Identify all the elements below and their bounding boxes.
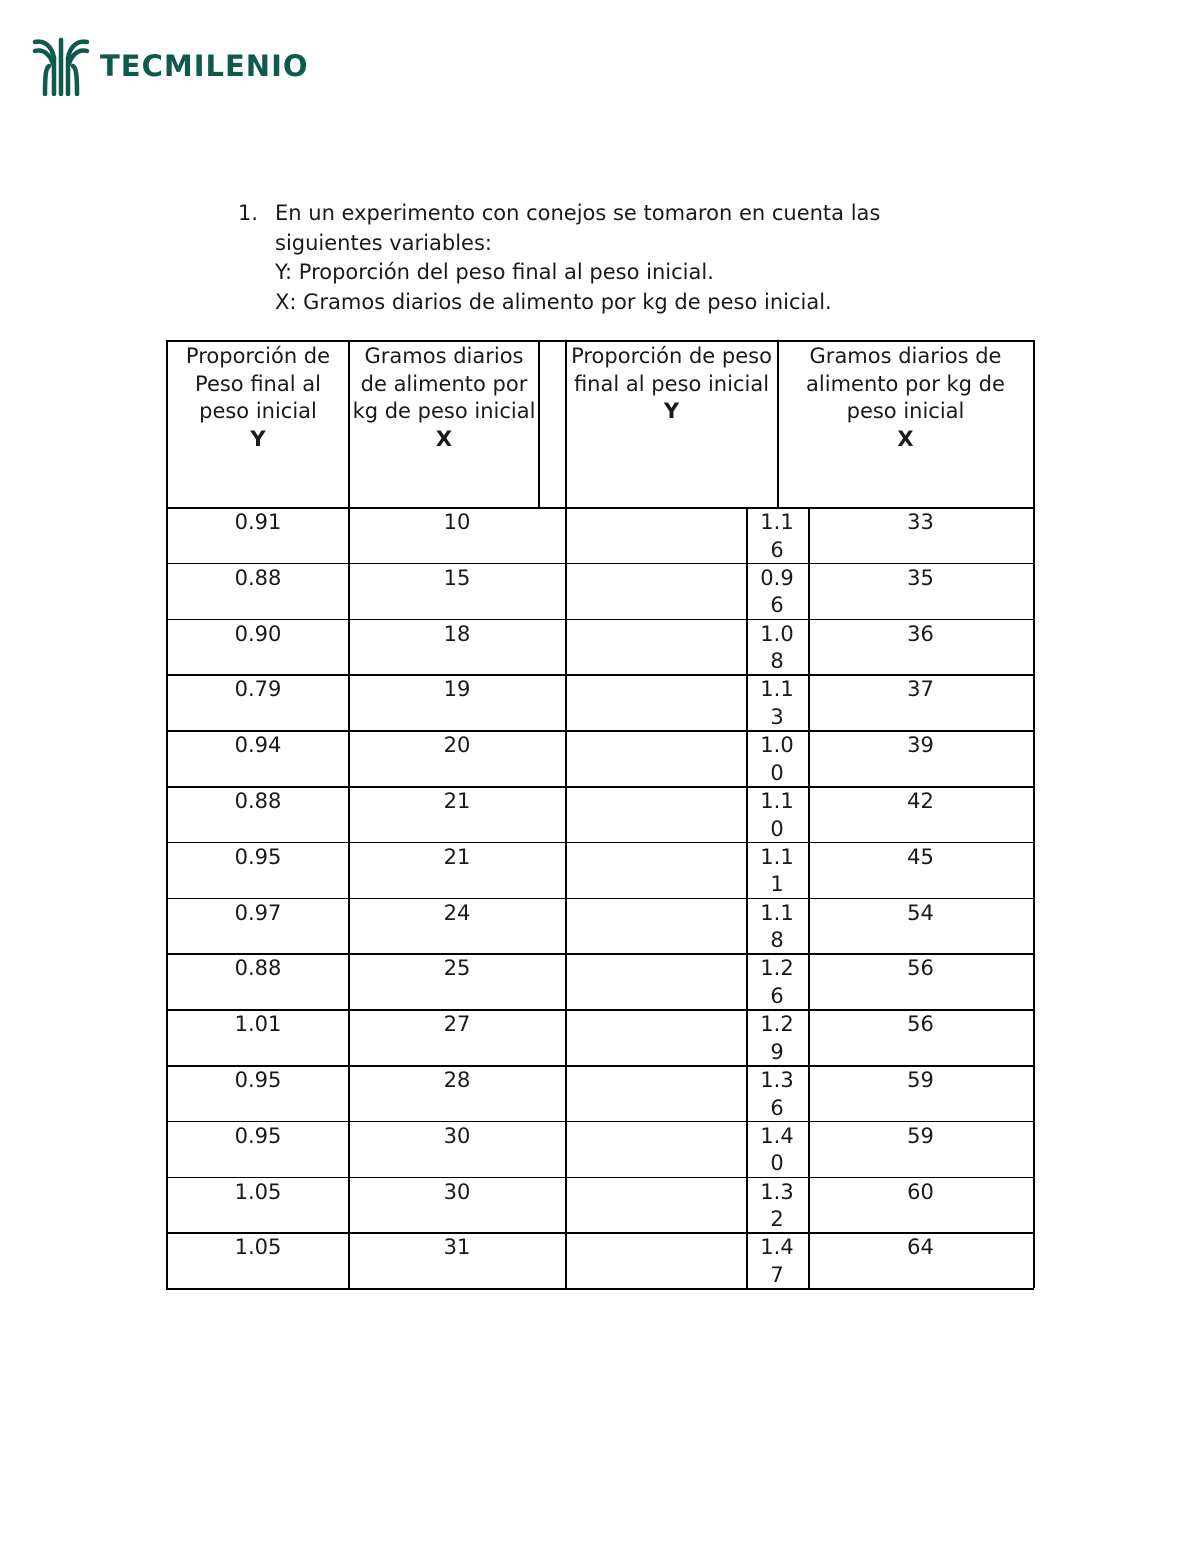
header-column-line-3 (777, 340, 779, 507)
table-cell: 31 (443, 1235, 471, 1260)
table-cell: 1.05 (234, 1179, 282, 1204)
tecmilenio-logo-icon (32, 36, 90, 96)
table-cell: 60 (907, 1179, 934, 1204)
problem-statement (238, 199, 1038, 317)
table-cell: 0.88 (234, 789, 282, 813)
table-cell: 0.94 (234, 733, 282, 758)
table-cell: 0.97 (234, 900, 282, 925)
table-cell: 1.05 (234, 1235, 282, 1260)
table-cell: 0.79 (234, 677, 282, 702)
table-cell: 1.08 (760, 621, 794, 674)
table-cell: 1.11 (760, 844, 794, 897)
table-border-bottom (166, 1288, 1034, 1290)
table-cell: 59 (907, 1123, 934, 1148)
table-border-top (166, 340, 1033, 342)
column-header-variable: Y (663, 399, 680, 423)
table-cell: 1.29 (760, 1012, 794, 1064)
column-header-label: Gramos diarios de alimento por kg de peso inicial (352, 344, 536, 423)
table-cell: 33 (907, 510, 934, 534)
column-header-label: Proporción de Peso final al peso inicial (185, 344, 331, 423)
table-border-right (1033, 340, 1035, 1288)
table-cell: 1.40 (760, 1123, 794, 1176)
table-cell: 1.16 (760, 510, 794, 562)
brand-logo (32, 36, 309, 96)
intro-line-1: En un experimento con conejos se tomaron en cuenta las (275, 201, 881, 225)
table-cell: 0.95 (234, 1068, 282, 1092)
column-header-variable: Y (250, 426, 266, 451)
table-cell: 0.88 (234, 956, 282, 981)
brand-name: TECMILENIO (100, 49, 309, 83)
table-cell: 36 (907, 621, 934, 646)
table-cell: 59 (907, 1068, 934, 1092)
header-column-line-0 (348, 340, 350, 507)
table-cell: 56 (907, 956, 934, 981)
table-cell: 27 (443, 1012, 471, 1037)
table-cell: 0.91 (234, 510, 282, 534)
column-header-variable: X (897, 426, 914, 451)
variable-x-definition: X: Gramos diarios de alimento por kg de peso inicial. (275, 289, 832, 314)
column-header-variable: X (435, 426, 453, 451)
column-header-1 (168, 343, 348, 453)
table-cell: 0.88 (234, 565, 282, 590)
table-cell: 56 (907, 1012, 934, 1037)
table-cell: 1.10 (760, 789, 794, 841)
table-cell: 64 (907, 1235, 934, 1260)
table-cell: 1.18 (760, 900, 794, 953)
table-cell: 1.13 (760, 677, 794, 729)
table-cell: 1.26 (760, 956, 794, 1008)
table-cell: 0.96 (760, 565, 794, 618)
table-cell: 18 (443, 621, 471, 646)
table-cell: 21 (443, 789, 471, 813)
table-cell: 35 (907, 565, 934, 590)
table-cell: 1.01 (234, 1012, 282, 1037)
column-header-label: Gramos diarios de alimento por kg de peso inicial (806, 344, 1005, 423)
table-cell: 54 (907, 900, 934, 925)
variable-y-definition: Y: Proporción del peso final al peso inicial. (275, 260, 714, 284)
table-cell: 1.36 (760, 1068, 794, 1120)
column-header-3 (567, 343, 776, 426)
table-cell: 37 (907, 677, 934, 702)
table-cell: 1.32 (760, 1179, 794, 1232)
table-cell: 10 (443, 510, 471, 534)
column-header-4 (780, 343, 1031, 453)
table-cell: 30 (443, 1123, 471, 1148)
table-cell: 0.95 (234, 1123, 282, 1148)
table-cell: 42 (907, 789, 934, 813)
table-cell: 15 (443, 565, 471, 590)
column-header-2 (352, 343, 536, 453)
intro-line-2: siguientes variables: (275, 230, 492, 255)
table-cell: 25 (443, 956, 471, 981)
table-cell: 1.47 (760, 1235, 794, 1287)
column-header-label: Proporción de peso final al peso inicial (571, 344, 772, 396)
table-cell: 0.90 (234, 621, 282, 646)
table-cell: 30 (443, 1179, 471, 1204)
table-cell: 39 (907, 733, 934, 758)
table-cell: 45 (907, 844, 934, 869)
table-cell: 0.95 (234, 844, 282, 869)
table-cell: 21 (443, 844, 471, 869)
table-cell: 20 (443, 733, 471, 758)
list-number: 1. (238, 201, 259, 225)
table-cell: 1.00 (760, 733, 794, 785)
table-cell: 24 (443, 900, 471, 925)
table-cell: 19 (443, 677, 471, 702)
header-column-line-1 (538, 340, 540, 507)
table-cell: 28 (443, 1068, 471, 1092)
